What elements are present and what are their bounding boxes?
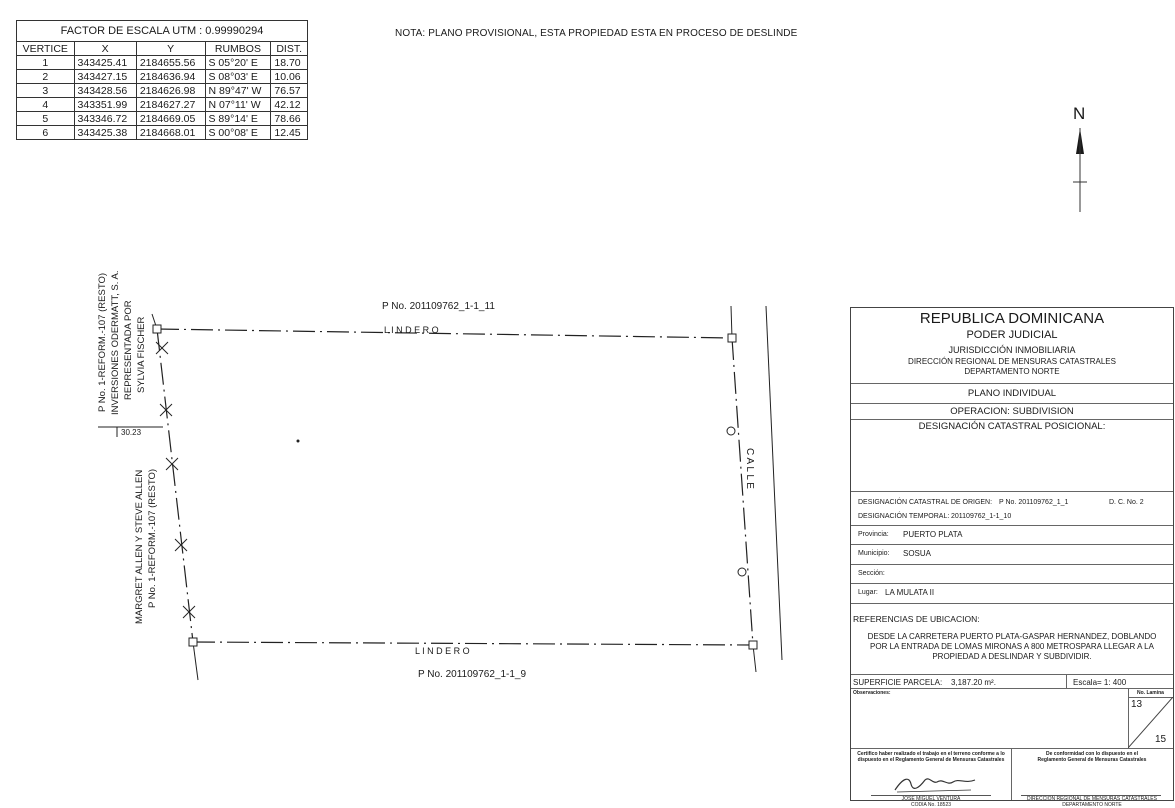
x-cell: 343428.56 [74,84,136,98]
place-label: Lugar: [858,589,878,596]
bearing-cell: S 08°03' E [205,70,271,84]
bearing-cell: S 05°20' E [205,56,271,70]
owner1-name: INVERSIONES ODERMATT, S. A. [110,270,121,415]
y-cell: 2184669.05 [136,112,205,126]
parcel-label-bottom: P No. 201109762_1-1_9 [418,669,527,680]
section-label: Sección: [858,570,885,577]
surveyor-signature-icon [891,774,981,796]
bearing-cell: N 89°47' W [205,84,271,98]
y-cell: 2184626.98 [136,84,205,98]
owner2-name: MARGRET ALLEN Y STEVE ALLEN [134,469,145,624]
x-cell: 343425.38 [74,126,136,140]
temp-label: DESIGNACIÓN TEMPORAL: [858,513,950,520]
certification-line2: dispuesto en el Reglamento General de Mensuras Catastrales [857,757,1005,763]
department-title: DEPARTAMENTO NORTE [964,367,1060,376]
vertex-cell: 4 [17,98,75,112]
sheet-total: 15 [1155,734,1167,745]
x-cell: 343351.99 [74,98,136,112]
republic-title: REPUBLICA DOMINICANA [919,310,1105,327]
surveyor-name: JOSE MIGUEL VENTURA [901,796,961,802]
references-line3: PROPIEDAD A DESLINDAR Y SUBDIVIDIR. [932,652,1092,661]
plan-type: PLANO INDIVIDUAL [967,388,1057,399]
conformity-line1: De conformidad con lo dispuesto en el [1046,751,1138,757]
province-label: Provincia: [858,531,889,538]
agency-line2: DEPARTAMENTO NORTE [1062,802,1122,808]
references-line1: DESDE LA CARRETERA PUERTO PLATA-GASPAR HERNANDEZ, DOBLANDO [867,632,1157,641]
agency-line1: DIRECCION REGIONAL DE MENSURAS CATASTRALES [1027,796,1157,802]
y-cell: 2184668.01 [136,126,205,140]
y-cell: 2184627.27 [136,98,205,112]
bearing-cell: S 00°08' E [205,126,271,140]
temp-value: 201109762_1-1_10 [951,513,1012,520]
dimension-label: 30.23 [121,428,142,437]
references-line2: POR LA ENTRADA DE LOMAS MIRONAS A 800 METROSPARA LLEGAR A LA [870,642,1154,651]
owner1-parcel: P No. 1-REFORM.-107 (RESTO) [97,272,108,412]
designation-title: DESIGNACIÓN CATASTRAL POSICIONAL: [918,421,1106,432]
vertex-cell: 1 [17,56,75,70]
distance-cell: 78.66 [271,112,308,126]
origin-label: DESIGNACIÓN CATASTRAL DE ORIGEN: [858,499,993,506]
area-value: 3,187.20 m². [951,678,996,687]
sheet-number: 13 [1131,699,1143,710]
distance-cell: 42.12 [271,98,308,112]
province-value: PUERTO PLATA [903,530,963,539]
owner1-represented: REPRESENTADA POR [123,300,134,400]
parcel-label-top: P No. 201109762_1-1_11 [382,301,495,312]
vertex-cell: 5 [17,112,75,126]
center-point [297,440,300,443]
vertex-cell: 6 [17,126,75,140]
owner2-parcel: P No. 1-REFORM.-107 (RESTO) [147,468,158,608]
operation-label: OPERACION: SUBDIVISION [950,406,1074,417]
y-cell: 2184655.56 [136,56,205,70]
header-bearing: RUMBOS [205,42,271,56]
vertex-cell: 3 [17,84,75,98]
header-distance: DIST. [271,42,308,56]
extension-lines [152,306,782,680]
direction-title: DIRECCIÓN REGIONAL DE MENSURAS CATASTRALES [908,357,1116,366]
header-x: X [74,42,136,56]
lindero-label-bottom: L I N D E R O [415,646,470,656]
vertex-markers [153,325,757,649]
parcel-boundary [157,329,753,645]
power-title: PODER JUDICIAL [966,329,1058,341]
bearing-cell: S 89°14' E [205,112,271,126]
scale-label: Escala= 1: 400 [1073,678,1127,687]
header-y: Y [136,42,205,56]
lindero-label-top: L I N D E R O [384,325,439,335]
municipality-value: SOSUA [903,549,932,558]
place-value: LA MULATA II [885,588,935,597]
north-arrow-icon [1073,128,1087,212]
certification-line1: Certifico haber realizado el trabajo en el terreno conforme a lo [857,751,1005,757]
distance-cell: 10.06 [271,70,308,84]
header-vertex: VERTICE [17,42,75,56]
provisional-note: NOTA: PLANO PROVISIONAL, ESTA PROPIEDAD ESTA EN PROCESO DE DESLINDE [395,28,798,39]
boundary-hatch-marks [156,342,195,618]
scale-factor-caption: FACTOR DE ESCALA UTM : 0.99990294 [17,21,308,42]
distance-cell: 12.45 [271,126,308,140]
vertex-cell: 2 [17,70,75,84]
bearing-cell: N 07°11' W [205,98,271,112]
x-cell: 343346.72 [74,112,136,126]
x-cell: 343425.41 [74,56,136,70]
north-label: N [1073,104,1086,123]
conformity-line2: Reglamento General de Mensuras Catastrales [1037,757,1147,763]
distance-cell: 76.57 [271,84,308,98]
jurisdiction-title: JURISDICCIÓN INMOBILIARIA [948,345,1076,355]
surveyor-codia: CODIA No. 18523 [910,802,952,808]
municipality-label: Municipio: [858,550,890,557]
x-cell: 343427.15 [74,70,136,84]
district-label: D. C. No. 2 [1109,499,1144,506]
title-block [850,307,1174,808]
street-label: C A L L E [744,448,755,489]
references-title: REFERENCIAS DE UBICACION: [853,614,980,624]
observations-label: Observaciones: [853,690,891,696]
distance-cell: 18.70 [271,56,308,70]
y-cell: 2184636.94 [136,70,205,84]
origin-value: P No. 201109762_1_1 [999,499,1069,506]
area-label: SUPERFICIE PARCELA: [853,678,943,687]
owner1-rep-name: SYLVIA FISCHER [136,316,147,393]
sheet-label: No. Lamina [1137,690,1164,696]
